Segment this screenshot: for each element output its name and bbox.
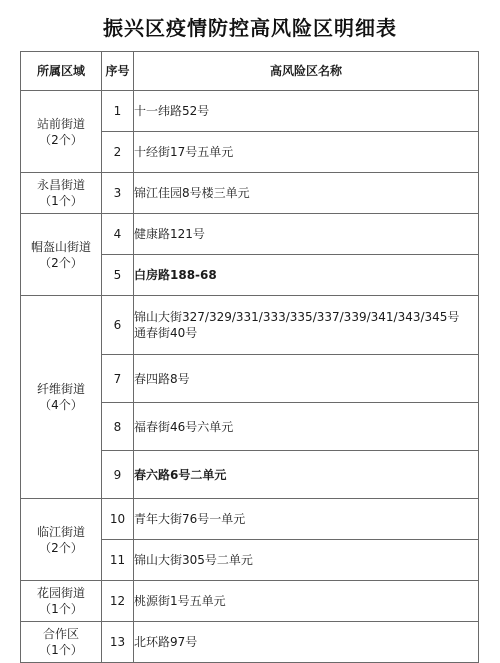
table-row xyxy=(21,296,479,355)
place-cell: 春六路6号二单元 xyxy=(134,451,479,499)
place-cell: 十一纬路52号 xyxy=(134,91,479,132)
seq-cell: 6 xyxy=(102,296,134,355)
high-risk-area-table xyxy=(20,51,479,663)
seq-cell: 4 xyxy=(102,214,134,255)
district-count: （1个） xyxy=(39,194,83,208)
table-row xyxy=(21,214,479,255)
place-cell: 青年大街76号一单元 xyxy=(134,499,479,540)
district-name: 花园街道 xyxy=(36,586,85,600)
seq-cell: 8 xyxy=(102,403,134,451)
district-name: 站前街道 xyxy=(36,116,85,131)
place-line: 通春街40号 xyxy=(134,326,198,340)
district-name: 合作区 xyxy=(42,627,79,641)
page-title: 振兴区疫情防控高风险区明细表 xyxy=(103,16,397,40)
header-district: 所属区域 xyxy=(21,52,102,91)
district-count: （1个） xyxy=(39,602,83,616)
place-cell: 锦山大街305号二单元 xyxy=(134,540,479,581)
place-line: 锦山大街327/329/331/333/335/337/339/341/343/345号 xyxy=(134,310,460,324)
seq-cell: 13 xyxy=(102,622,134,663)
seq-cell: 5 xyxy=(102,255,134,296)
district-name: 帽盔山街道 xyxy=(30,239,91,254)
district-cell xyxy=(21,499,102,581)
seq-cell: 10 xyxy=(102,499,134,540)
seq-cell: 2 xyxy=(102,132,134,173)
place-cell: 桃源街1号五单元 xyxy=(134,581,479,622)
district-count: （1个） xyxy=(39,643,83,657)
seq-cell: 12 xyxy=(102,581,134,622)
place-cell xyxy=(134,296,479,355)
place-cell: 北环路97号 xyxy=(134,622,479,663)
district-cell xyxy=(21,91,102,173)
district-cell xyxy=(21,214,102,296)
district-cell xyxy=(21,296,102,499)
district-cell xyxy=(21,581,102,622)
seq-cell: 9 xyxy=(102,451,134,499)
seq-cell: 1 xyxy=(102,91,134,132)
place-cell: 白房路188-68 xyxy=(134,255,479,296)
table-row xyxy=(21,622,479,663)
seq-cell: 11 xyxy=(102,540,134,581)
place-cell: 福春街46号六单元 xyxy=(134,403,479,451)
district-count: （2个） xyxy=(39,255,83,270)
district-cell xyxy=(21,622,102,663)
place-cell: 锦江佳园8号楼三单元 xyxy=(134,173,479,214)
table-row xyxy=(21,91,479,132)
table-row xyxy=(21,499,479,540)
place-cell: 春四路8号 xyxy=(134,355,479,403)
header-seq: 序号 xyxy=(102,52,134,91)
district-count: （4个） xyxy=(39,398,83,412)
district-count: （2个） xyxy=(39,132,83,147)
district-name: 永昌街道 xyxy=(36,178,85,192)
district-name: 临江街道 xyxy=(36,524,85,539)
district-count: （2个） xyxy=(39,540,83,555)
place-cell: 十经街17号五单元 xyxy=(134,132,479,173)
seq-cell: 7 xyxy=(102,355,134,403)
table-header-row xyxy=(21,52,479,91)
table-row xyxy=(21,173,479,214)
district-name: 纤维街道 xyxy=(36,382,85,396)
district-cell xyxy=(21,173,102,214)
table-row xyxy=(21,581,479,622)
header-place: 高风险区名称 xyxy=(134,52,479,91)
seq-cell: 3 xyxy=(102,173,134,214)
place-cell: 健康路121号 xyxy=(134,214,479,255)
